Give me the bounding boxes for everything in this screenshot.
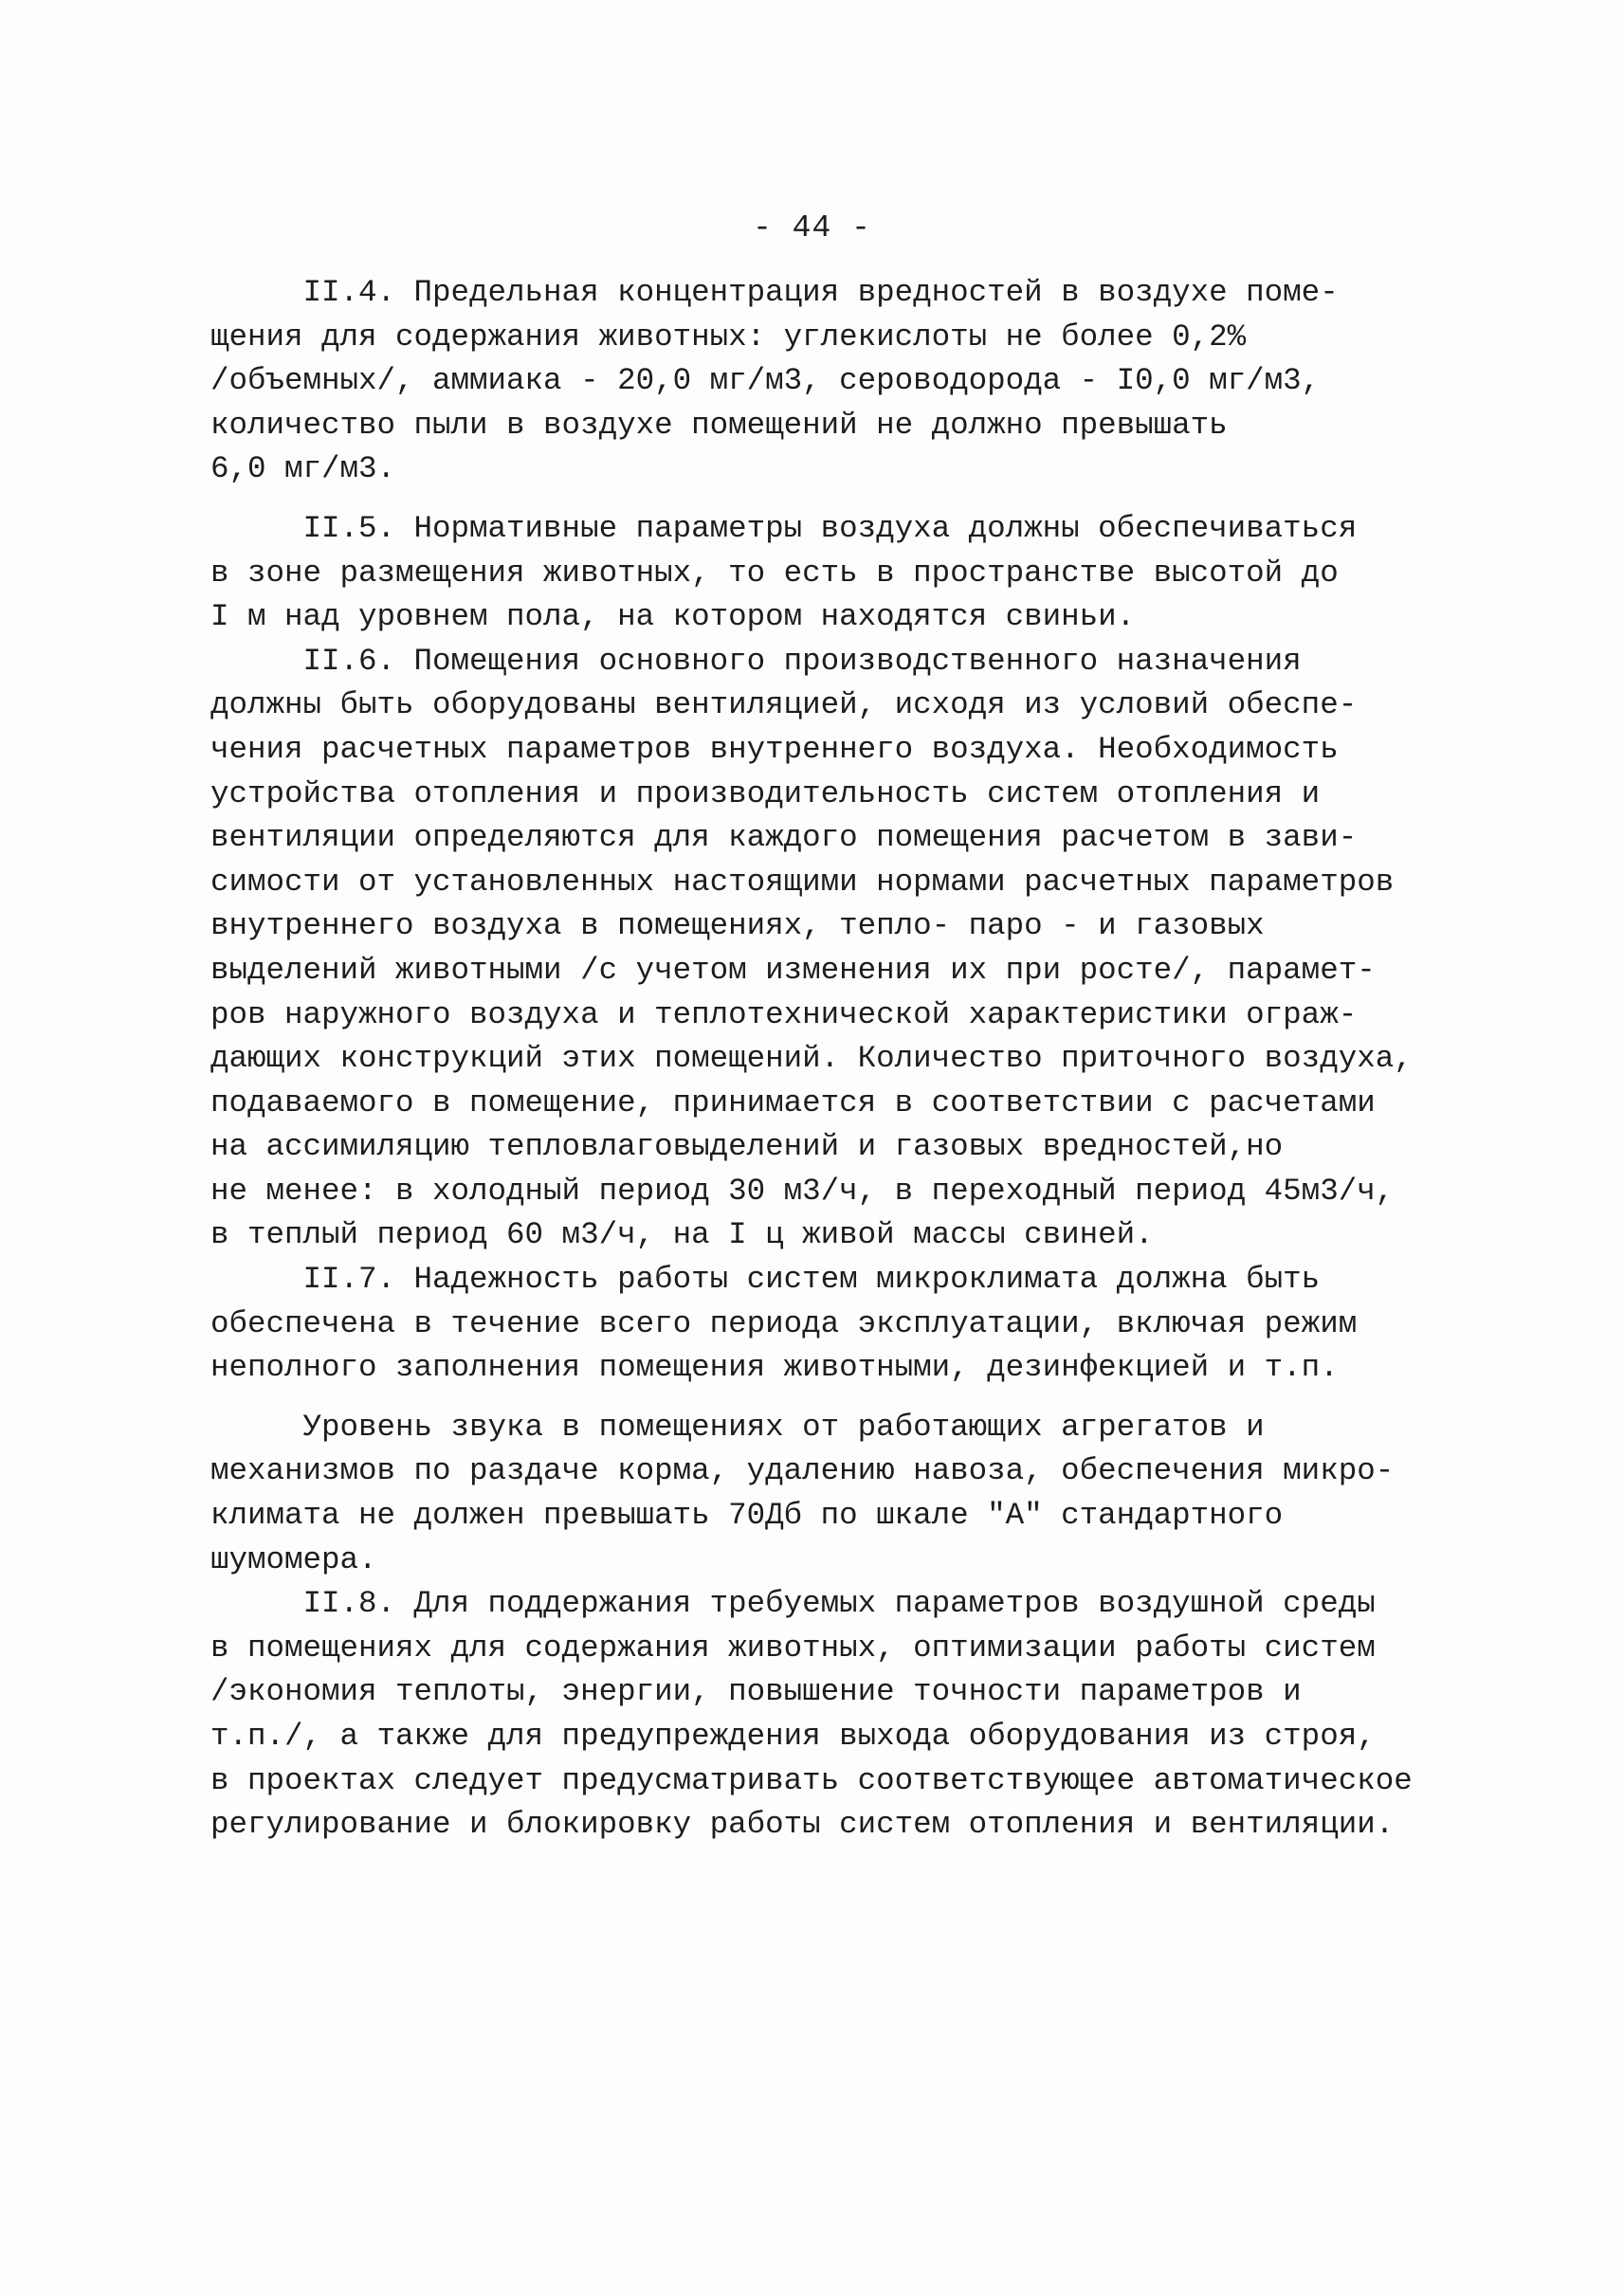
text-line: устройства отопления и производительность систем отопления и: [210, 775, 1321, 811]
text-line: не менее: в холодный период 30 м3/ч, в переходный период 45м3/ч,: [210, 1173, 1395, 1209]
text-line: дающих конструкций этих помещений. Количество приточного воздуха,: [210, 1041, 1413, 1077]
body-text: [210, 271, 1443, 1848]
paragraph-gap: [210, 1391, 1443, 1406]
text-line: II.8. Для поддержания требуемых параметров воздушной среды: [210, 1586, 1376, 1622]
text-line: т.п./, а также для предупреждения выхода оборудования из строя,: [210, 1719, 1376, 1754]
text-line: II.6. Помещения основного производственного назначения: [210, 643, 1302, 679]
text-line: II.7. Надежность работы систем микроклимата должна быть: [210, 1262, 1321, 1298]
text-line: на ассимиляцию тепловлаговыделений и газовых вредностей,но: [210, 1129, 1284, 1165]
text-line: вентиляции определяются для каждого помещения расчетом в зави-: [210, 820, 1358, 856]
text-line: количество пыли в воздухе помещений не должно превышать: [210, 407, 1228, 443]
text-line: шумомера.: [210, 1541, 377, 1577]
text-line: должны быть оборудованы вентиляцией, исходя из условий обеспе-: [210, 687, 1358, 723]
text-line: Уровень звука в помещениях от работающих агрегатов и: [210, 1409, 1265, 1445]
text-line: подаваемого в помещение, принимается в соответствии с расчетами: [210, 1084, 1376, 1120]
paragraph-gap: [210, 492, 1443, 507]
text-line: щения для содержания животных: углекислоты не более 0,2%: [210, 319, 1247, 355]
text-line: 6,0 мг/м3.: [210, 451, 396, 487]
text-line: в теплый период 60 м3/ч, на I ц живой массы свиней.: [210, 1217, 1154, 1253]
text-line: /экономия теплоты, энергии, повышение точности параметров и: [210, 1674, 1302, 1710]
text-line: I м над уровнем пола, на котором находятся свиньи.: [210, 599, 1136, 635]
text-line: регулирование и блокировку работы систем отопления и вентиляции.: [210, 1807, 1395, 1843]
text-line: обеспечена в течение всего периода эксплуатации, включая режим: [210, 1305, 1358, 1341]
text-line: симости от установленных настоящими нормами расчетных параметров: [210, 864, 1395, 900]
paragraph-noise-level: [210, 1406, 1443, 1582]
paragraph-11-8: [210, 1582, 1443, 1848]
page-number: - 44 -: [753, 210, 871, 246]
text-line: II.4. Предельная концентрация вредностей в воздухе поме-: [210, 275, 1339, 310]
paragraph-11-5: [210, 507, 1443, 640]
paragraph-11-6: [210, 640, 1443, 1258]
text-line: климата не должен превышать 70Дб по шкале "А" стандартного: [210, 1498, 1284, 1534]
paragraph-11-4: [210, 271, 1443, 492]
text-line: выделений животными /с учетом изменения их при росте/, парамет-: [210, 952, 1376, 988]
text-line: неполного заполнения помещения животными, дезинфекцией и т.п.: [210, 1350, 1339, 1386]
paragraph-11-7: [210, 1258, 1443, 1391]
text-line: в помещениях для содержания животных, оптимизации работы систем: [210, 1630, 1376, 1666]
text-line: в проектах следует предусматривать соответствующее автоматическое: [210, 1762, 1413, 1798]
text-line: в зоне размещения животных, то есть в пространстве высотой до: [210, 555, 1339, 591]
text-line: II.5. Нормативные параметры воздуха должны обеспечиваться: [210, 510, 1358, 546]
text-line: ров наружного воздуха и теплотехнической характеристики ограж-: [210, 996, 1358, 1032]
text-line: чения расчетных параметров внутреннего воздуха. Необходимость: [210, 731, 1339, 767]
text-line: внутреннего воздуха в помещениях, тепло- паро - и газовых: [210, 908, 1265, 944]
text-line: механизмов по раздаче корма, удалению навоза, обеспечения микро-: [210, 1453, 1395, 1489]
text-line: /объемных/, аммиака - 20,0 мг/м3, сероводорода - I0,0 мг/м3,: [210, 363, 1321, 399]
